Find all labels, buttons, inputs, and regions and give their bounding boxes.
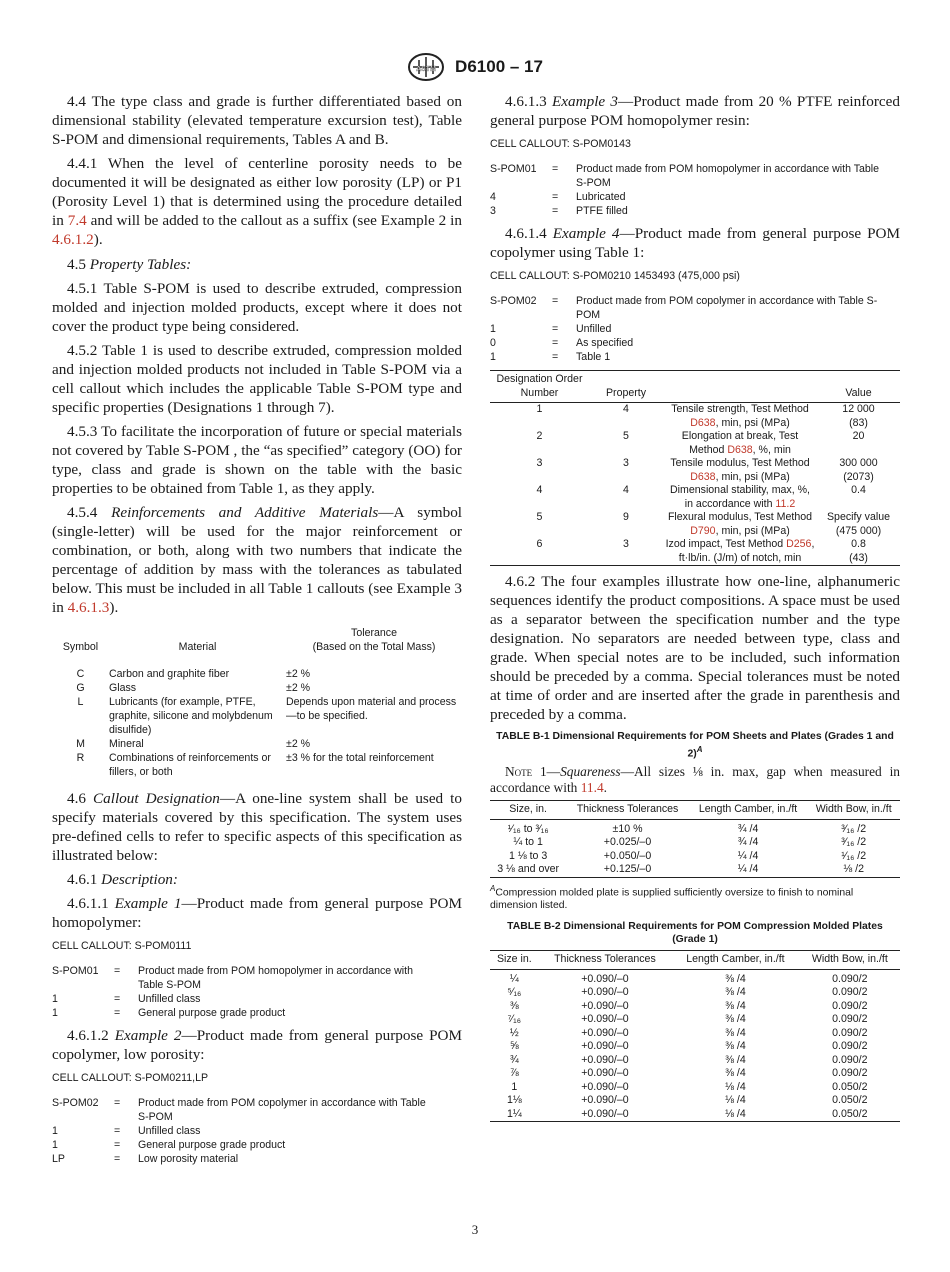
table-b1-footnote: $^A$Compression molded plate is supplied sufficiently oversize to finish to nominal dimension listed. — [490, 883, 854, 912]
desig-header-order: Designation Order Number — [490, 371, 589, 403]
desig-value: Specify value (475 000) — [826, 511, 890, 537]
ex3-value: Lubricated — [576, 191, 626, 203]
desig-property: 4 — [623, 403, 629, 415]
left-column — [52, 92, 462, 1172]
b2-cell: 0.090/2 — [832, 999, 868, 1012]
tol-symbol: G — [76, 682, 85, 694]
b2-header: Length Camber, in./ft — [671, 951, 799, 970]
para-4-5-4: 4.5.4 Reinforcements and Additive Materials—A symbol (single-letter) will be used for the major reinforcement or combination, or both, along with two numbers that indicate the percentage of addition by mass with the tolerances as tabulated below. This must be included in all Table 1 callouts (see Example 3 in 4.6.1.3). — [52, 504, 463, 616]
desig-description: Izod impact, Test Method D256, ft·lb/in. (J/m) of notch, min — [665, 538, 815, 564]
desig-link[interactable]: 11.2 — [775, 497, 796, 510]
desig-property: 4 — [623, 484, 629, 496]
example1-callout: CELL CALLOUT: S-POM0111 — [52, 940, 192, 952]
ex4-key: S-POM02 — [490, 295, 537, 307]
table-b1 — [490, 800, 900, 878]
b2-cell: ⅛ /4 — [725, 1080, 746, 1093]
designation-table — [490, 370, 900, 566]
page-number: 3 — [471, 1222, 479, 1237]
ex2-value: Low porosity material — [138, 1153, 239, 1165]
desig-order: 1 — [536, 403, 543, 415]
b2-cell: +0.090/–0 — [581, 1013, 629, 1026]
desig-header-description — [663, 371, 817, 403]
desig-description: Tensile strength, Test Method D638, min, psi (MPa) — [671, 403, 809, 429]
desig-description: Elongation at break, Test Method D638, %, min — [681, 430, 799, 456]
ex3-value: PTFE filled — [576, 205, 628, 217]
b2-row — [490, 1013, 900, 1027]
ex1-value: General purpose grade product — [138, 1007, 286, 1019]
tol-value: ±2 % — [286, 738, 311, 750]
desig-value: 0.8 (43) — [849, 538, 868, 564]
b1-header: Width Bow, in./ft — [807, 801, 900, 820]
ex4-equals: = — [552, 295, 559, 307]
b1-cell: ³⁄₁₆ /2 — [841, 836, 867, 849]
tol-material: Lubricants (for example, PTFE, graphite, silicone and molybdenum disulfide) — [109, 696, 273, 736]
b1-header: Length Camber, in./ft — [689, 801, 808, 820]
ex2-equals: = — [114, 1125, 121, 1137]
ex2-key: 1 — [52, 1125, 58, 1137]
b2-cell: 0.090/2 — [832, 986, 868, 999]
page-header — [0, 52, 950, 82]
tolerance-table — [52, 625, 462, 779]
ex4-row — [490, 322, 890, 336]
desig-property: 3 — [623, 457, 629, 469]
ex1-key: 1 — [52, 1007, 58, 1019]
b2-cell: 1⅛ — [506, 1094, 522, 1107]
ex2-value: General purpose grade product — [138, 1139, 286, 1151]
b2-cell: +0.090/–0 — [581, 972, 629, 985]
ex1-key: S-POM01 — [52, 965, 99, 977]
desig-link[interactable]: D638 — [690, 470, 716, 483]
example4-defs — [490, 294, 890, 364]
para-4-6-1: 4.6.1 Description: — [67, 871, 178, 888]
tol-header-tolerance: Tolerance (Based on the Total Mass) — [312, 627, 436, 653]
b2-cell: +0.090/–0 — [581, 1040, 629, 1053]
ex3-row — [490, 190, 890, 204]
b1-cell: 3 ⅛ and over — [497, 863, 560, 876]
b1-cell: +0.025/–0 — [603, 836, 652, 849]
desig-row — [490, 538, 900, 566]
ex4-value: Unfilled — [576, 323, 612, 335]
table-b2 — [490, 950, 900, 1122]
b2-cell: ⅜ — [509, 999, 519, 1012]
para-4-5: 4.5 Property Tables: — [67, 256, 192, 273]
b1-row — [490, 863, 900, 877]
ex2-key: LP — [52, 1153, 65, 1165]
b2-cell: +0.090/–0 — [581, 1107, 629, 1120]
example2-defs — [52, 1096, 437, 1166]
para-4-6-1-1: 4.6.1.1 Example 1—Product made from general purpose POM homopolymer: — [52, 895, 463, 931]
tol-value: ±3 % for the total reinforcement — [286, 752, 434, 764]
ex1-equals: = — [114, 965, 121, 977]
b2-cell: 0.090/2 — [832, 1067, 868, 1080]
desig-description: Tensile modulus, Test Method D638, min, psi (MPa) — [670, 457, 810, 483]
para-4-6: 4.6 Callout Designation—A one-line system shall be used to specify materials covered by this specification. The system uses pre-defined cells to refer to specific aspects of this specification as illustrated below: — [52, 790, 462, 864]
desig-row — [490, 457, 900, 484]
ex3-key: 3 — [490, 205, 496, 217]
desig-row — [490, 430, 900, 457]
ex4-value: As specified — [576, 337, 634, 349]
tol-material: Carbon and graphite fiber — [109, 668, 230, 680]
table-b1-note: Note 1—Squareness—All sizes ⅛ in. max, gap when measured in accordance with 11.4. — [490, 764, 900, 796]
tol-material: Mineral — [109, 738, 144, 750]
b2-header: Size in. — [490, 951, 539, 970]
b1-cell: ¼ /4 — [737, 863, 759, 876]
ex1-row — [52, 992, 437, 1006]
desig-property: 3 — [623, 538, 629, 550]
tol-value: ±2 % — [286, 668, 311, 680]
example3-callout: CELL CALLOUT: S-POM0143 — [490, 138, 631, 150]
b2-cell: 0.090/2 — [832, 1053, 868, 1066]
desig-description: Flexural modulus, Test Method D790, min, psi (MPa) — [667, 511, 813, 537]
ex3-key: 4 — [490, 191, 496, 203]
b1-cell: ±10 % — [612, 822, 643, 835]
ex3-equals: = — [552, 205, 559, 217]
para-4-4-1: 4.4.1 When the level of centerline porosity needs to be documented it will be designated as either low porosity (LP) or P1 (Porosity Level 1) that is determined using the procedure detailed in 7.4 and will be added to the callout as a suffix (see Example 2 in 4.6.1.2). — [52, 155, 462, 248]
desig-row — [490, 403, 900, 431]
para-4-6-1-3: 4.6.1.3 Example 3—Product made from 20 % PTFE reinforced general purpose POM homopolymer resin: — [490, 93, 901, 129]
right-column — [490, 92, 900, 1122]
desig-row — [490, 484, 900, 511]
desig-value: 20 — [852, 430, 865, 442]
b2-cell: ⅜ /4 — [725, 972, 746, 985]
ex1-equals: = — [114, 993, 121, 1005]
ex1-value: Product made from POM homopolymer in accordance with Table S-POM — [138, 965, 413, 991]
ex2-value: Product made from POM copolymer in accordance with Table S-POM — [138, 1097, 426, 1123]
desig-order: 4 — [536, 484, 543, 496]
b2-cell: 0.050/2 — [832, 1094, 868, 1107]
ex4-row — [490, 350, 890, 364]
ex3-row — [490, 162, 890, 190]
desig-property: 9 — [623, 511, 629, 523]
b2-cell: ⅜ /4 — [725, 1067, 746, 1080]
b2-cell: ⅜ /4 — [725, 1053, 746, 1066]
b1-cell: ¼ /4 — [737, 849, 759, 862]
desig-header-property: Property — [589, 371, 663, 403]
b2-row — [490, 1094, 900, 1108]
b1-cell: ¾ /4 — [737, 836, 759, 849]
ex4-equals: = — [552, 351, 559, 363]
ex2-equals: = — [114, 1153, 121, 1165]
tol-material: Combinations of reinforcements or fillers, or both — [109, 752, 271, 778]
b1-header: Thickness Tolerances — [566, 801, 688, 820]
tol-row — [52, 737, 462, 751]
tol-header-material: Material — [178, 641, 217, 653]
para-4-6-1-4: 4.6.1.4 Example 4—Product made from general purpose POM copolymer using Table 1: — [490, 225, 901, 261]
b1-cell: 1 ⅛ to 3 — [509, 849, 548, 862]
ex3-equals: = — [552, 191, 559, 203]
tol-symbol: R — [76, 752, 85, 764]
b2-cell: 0.090/2 — [832, 1040, 868, 1053]
b2-cell: 1¼ — [506, 1107, 522, 1120]
b2-row — [490, 1000, 900, 1014]
tol-row — [52, 751, 462, 779]
b2-cell: +0.090/–0 — [581, 1053, 629, 1066]
b2-row — [490, 1081, 900, 1095]
b2-row — [490, 1108, 900, 1122]
example4-callout: CELL CALLOUT: S-POM0210 1453493 (475,000 psi) — [490, 270, 740, 282]
ex2-row — [52, 1138, 437, 1152]
table-b2-title: TABLE B-2 Dimensional Requirements for POM Compression Molded Plates (Grade 1) — [507, 921, 883, 946]
ex1-value: Unfilled class — [138, 993, 201, 1005]
desig-order: 2 — [536, 430, 543, 442]
tol-header-symbol: Symbol — [62, 641, 99, 653]
ex4-key: 1 — [490, 323, 496, 335]
b1-row — [490, 850, 900, 864]
b2-cell: 0.090/2 — [832, 972, 868, 985]
ex4-equals: = — [552, 323, 559, 335]
b2-cell: ¼ — [509, 972, 519, 985]
ex4-value: Product made from POM copolymer in accordance with Table S-POM — [576, 295, 878, 321]
ex4-key: 0 — [490, 337, 496, 349]
para-4-5-1: 4.5.1 Table S-POM is used to describe extruded, compression molded and injection molded products, except where it does not cover the product type being considered. — [52, 280, 462, 335]
svg-text:ASTM: ASTM — [416, 66, 436, 73]
desig-order: 3 — [536, 457, 543, 469]
link-7-4[interactable]: 7.4 — [67, 212, 87, 229]
ex2-row — [52, 1096, 437, 1124]
b1-row — [490, 819, 900, 836]
b2-header: Width Bow, in./ft — [800, 951, 900, 970]
desig-value: 0.4 — [851, 484, 866, 496]
b1-row — [490, 836, 900, 850]
link-4-6-1-2[interactable]: 4.6.1.2 — [52, 231, 94, 248]
tol-row — [52, 655, 462, 681]
b1-cell: ³⁄₁₆ /2 — [841, 822, 867, 835]
ex3-row — [490, 204, 890, 218]
b2-cell: +0.090/–0 — [581, 1080, 629, 1093]
desig-link[interactable]: D638 — [690, 416, 716, 429]
ex4-row — [490, 294, 890, 322]
ex4-key: 1 — [490, 351, 496, 363]
b2-cell: ⁵⁄₁₆ — [507, 986, 522, 999]
ex2-row — [52, 1124, 437, 1138]
b2-row — [490, 1054, 900, 1068]
ex1-row — [52, 1006, 437, 1020]
b2-cell: ⅜ /4 — [725, 986, 746, 999]
desig-order: 5 — [536, 511, 543, 523]
b2-cell: ⅛ /4 — [725, 1107, 746, 1120]
b2-row — [490, 1067, 900, 1081]
desig-description: Dimensional stability, max, %, in accordance with 11.2 — [670, 484, 810, 510]
ex1-row — [52, 964, 437, 992]
example1-defs — [52, 964, 437, 1020]
ex2-key: S-POM02 — [52, 1097, 99, 1109]
desig-link[interactable]: D790 — [690, 524, 716, 537]
b2-cell: 1 — [511, 1080, 518, 1093]
b1-cell: ¾ /4 — [737, 822, 759, 835]
desig-link[interactable]: D256 — [786, 538, 812, 550]
ex2-row — [52, 1152, 437, 1166]
b2-row — [490, 1027, 900, 1041]
ex4-row — [490, 336, 890, 350]
b2-cell: ½ — [509, 1026, 519, 1039]
ex1-key: 1 — [52, 993, 58, 1005]
ex2-equals: = — [114, 1139, 121, 1151]
b2-cell: +0.090/–0 — [581, 999, 629, 1012]
b2-cell: ⁷⁄₁₆ — [507, 1013, 522, 1026]
ex4-equals: = — [552, 337, 559, 349]
b1-cell: ¼ to 1 — [513, 836, 543, 849]
ex3-key: S-POM01 — [490, 163, 537, 175]
tol-symbol: M — [76, 738, 85, 750]
tol-row — [52, 681, 462, 695]
para-4-5-3: 4.5.3 To facilitate the incorporation of future or special materials not covered by Table S-POM , the “as specified” category (OO) for type, class and grade is shown on the table with the basic properties to be obtained from Table 1, as they apply. — [52, 423, 462, 497]
ex4-value: Table 1 — [576, 351, 611, 363]
b2-cell: +0.090/–0 — [581, 1067, 629, 1080]
para-4-6-2: 4.6.2 The four examples illustrate how one-line, alphanumeric sequences identify the product compositions. A space must be used as a separator between the specification number and the type designation. No separators are needed between type, class and grade. When special notes are to be included, such information should be preceded by a comma. Special tolerances must be noted at time of order and are inserted after the grade in parenthesis and preceded by a comma. — [490, 573, 900, 723]
ex1-equals: = — [114, 1007, 121, 1019]
ex2-key: 1 — [52, 1139, 58, 1151]
para-4-5-2: 4.5.2 Table 1 is used to describe extruded, compression molded and injection molded products not included in Table S-POM via a cell callout which includes the applicable Table S-POM type and specific properties (Designations 1 through 7). — [52, 342, 462, 416]
astm-logo-icon — [407, 52, 445, 82]
link-11-4[interactable]: 11.4 — [580, 780, 604, 796]
ex2-value: Unfilled class — [138, 1125, 201, 1137]
desig-property: 5 — [623, 430, 629, 442]
para-4-6-1-2: 4.6.1.2 Example 2—Product made from general purpose POM copolymer, low porosity: — [52, 1027, 463, 1063]
tol-material: Glass — [109, 682, 137, 694]
link-4-6-1-3[interactable]: 4.6.1.3 — [67, 599, 110, 616]
b2-cell: ⅝ — [509, 1040, 519, 1053]
b2-cell: ⅜ /4 — [725, 1026, 746, 1039]
desig-value: 12 000 (83) — [842, 403, 875, 429]
b1-cell: ⅛ /2 — [843, 863, 864, 876]
desig-row — [490, 511, 900, 538]
b2-cell: 0.050/2 — [832, 1080, 868, 1093]
b2-header: Thickness Tolerances — [539, 951, 672, 970]
b2-cell: +0.090/–0 — [581, 1094, 629, 1107]
b2-cell: ⅞ — [509, 1067, 519, 1080]
desig-order: 6 — [536, 538, 543, 550]
example2-callout: CELL CALLOUT: S-POM0211,LP — [52, 1072, 209, 1084]
b2-cell: ⅜ /4 — [725, 1040, 746, 1053]
b1-cell: +0.125/–0 — [603, 863, 652, 876]
tol-value: ±2 % — [286, 682, 311, 694]
b2-cell: ⅛ /4 — [725, 1094, 746, 1107]
tol-symbol: C — [76, 668, 85, 680]
ex3-equals: = — [552, 163, 559, 175]
b2-cell: 0.090/2 — [832, 1026, 868, 1039]
desig-value: 300 000 (2073) — [839, 457, 878, 483]
b1-cell: ¹⁄₁₆ to ³⁄₁₆ — [507, 822, 549, 835]
designation-title: D6100 – 17 — [455, 57, 543, 76]
b1-cell: ¹⁄₁₆ /2 — [841, 849, 867, 862]
ex3-value: Product made from POM homopolymer in accordance with Table S-POM — [576, 163, 880, 189]
b2-row — [490, 969, 900, 986]
b2-row — [490, 986, 900, 1000]
b1-cell: +0.050/–0 — [603, 849, 652, 862]
b2-cell: 0.090/2 — [832, 1013, 868, 1026]
desig-link[interactable]: D638 — [727, 443, 753, 456]
para-4-4: 4.4 The type class and grade is further differentiated based on dimensional stability (elevated temperature excursion test), Table S-POM and dimensional requirements, Tables A and B. — [52, 93, 462, 148]
b2-cell: ⅜ /4 — [725, 999, 746, 1012]
b2-cell: ⅜ /4 — [725, 1013, 746, 1026]
ex2-equals: = — [114, 1097, 121, 1109]
example3-defs — [490, 162, 890, 218]
desig-header-value: Value — [817, 371, 900, 403]
tol-row — [52, 695, 462, 737]
table-b1-title: TABLE B-1 Dimensional Requirements for POM Sheets and Plates (Grades 1 and 2)$^A$ — [496, 731, 894, 760]
b2-cell: +0.090/–0 — [581, 1026, 629, 1039]
b1-header: Size, in. — [490, 801, 566, 820]
b2-cell: +0.090/–0 — [581, 986, 629, 999]
tol-symbol: L — [77, 696, 84, 708]
b2-cell: 0.050/2 — [832, 1107, 868, 1120]
b2-cell: ¾ — [509, 1053, 519, 1066]
tol-value: Depends upon material and process—to be specified. — [286, 696, 457, 722]
b2-row — [490, 1040, 900, 1054]
